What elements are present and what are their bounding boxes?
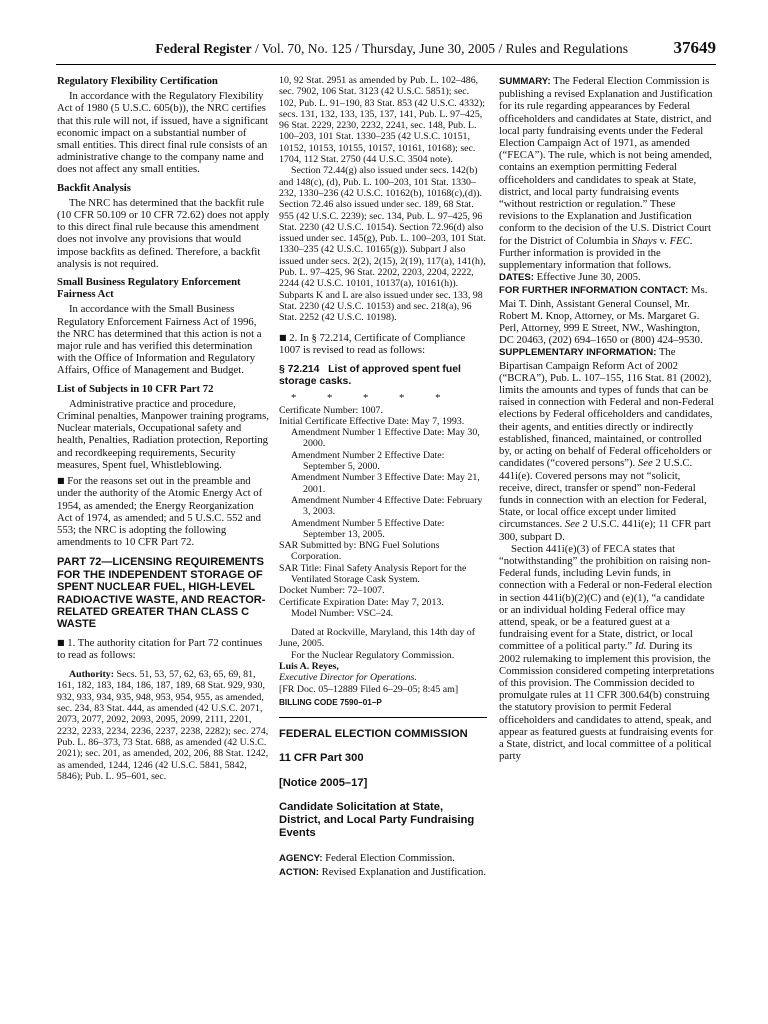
dated-line: Dated at Rockville, Maryland, this 14th day of June, 2005.: [279, 627, 476, 650]
paragraph-amendment-1: [57, 637, 270, 661]
amendment-2-text: 2. In § 72.214, Certificate of Compliance 1007 is revised to read as follows:: [279, 331, 466, 356]
action-text: Revised Explanation and Justification.: [318, 865, 487, 878]
section-441i-text-a: Section 441i(e)(3) of FECA states that “notwithstanding” the prohibition on raising non-Federal funds, including Levin funds, in connection with a Federal or non-Federal election in section 441i(b)(2)(C) and (e)(1), “a candidate or an individual holding Federal office may attend, speak, or be a featured guest at a fundraising event for a State, district, or local committee of a political party.”: [499, 542, 713, 653]
for-nrc-line: For the Nuclear Regulatory Commission.: [291, 649, 455, 661]
case-name-fec: FEC: [669, 234, 690, 247]
supplementary-text-b: 2 U.S.C. 441i(e). Covered persons may not “solicit, receive, direct, transfer or spend” non-Federal funds in connection with an election for Federal, State, or local office except under limited circumstances.: [499, 457, 707, 531]
dates-label: DATES:: [499, 272, 534, 284]
case-name-shays: Shays: [631, 234, 657, 247]
section-441i-text-b: During its 2002 rulemaking to implement this provision, the Commission considered competing interpretations of this provision. The Commission decided to promulgate rules at 11 CFR 300.64(b) construing the statutory provision to permit Federal officeholders and candidates to attend, speak, and appear as featured guests at fundraising events for a State, district, and local committee of a political party: [499, 640, 715, 763]
supplementary-text-c: 2 U.S.C. 441i(e); 11 CFR part 300, subpart D.: [499, 518, 711, 543]
summary-label: SUMMARY:: [499, 76, 551, 87]
omission-stars: * * * * *: [291, 392, 455, 405]
see-signal: See: [637, 457, 653, 470]
heading-regulatory-flexibility: Regulatory Flexibility Certification: [57, 75, 218, 87]
billing-code: BILLING CODE 7590–01–P: [279, 697, 382, 707]
supplementary-label: SUPPLEMENTARY INFORMATION:: [499, 347, 657, 359]
docket-number: Docket Number: 72–1007.: [279, 585, 385, 597]
section-divider: [279, 717, 487, 718]
summary-text: The Federal Election Commission is publishing a revised Explanation and Justification for its rule regarding appearances by Federal officeholders and candidates at State, district, and local party fundraising events under the Federal Election Campaign Act of 1971, as amended (“FECA”). The rule, which is not being amended, contains an exemption permitting Federal officeholders and candidates to speak at State, district, and local party fundraising events “without restriction or regulation.” These revisions to the Explanation and Justification conform to the decision of the U.S. District Court for the District of Columbia in: [499, 75, 713, 247]
issue-info: / Vol. 70, No. 125 / Thursday, June 30, 2005 / Rules and Regulations: [251, 41, 628, 56]
amendment-4-date: Amendment Number 4 Effective Date: February 3, 2003.: [291, 494, 483, 518]
fr-doc-line: [FR Doc. 05–12889 Filed 6–29–05; 8:45 am]: [279, 683, 459, 695]
agency-heading: FEDERAL ELECTION COMMISSION: [279, 728, 468, 741]
sar-submitted-by: SAR Submitted by: BNG Fuel Solutions Corporation.: [279, 540, 440, 563]
action-label: ACTION:: [279, 866, 319, 878]
contact-label: FOR FURTHER INFORMATION CONTACT:: [499, 285, 689, 297]
authority-label: Authority:: [69, 669, 114, 681]
expiration-date: Certificate Expiration Date: May 7, 2013.: [279, 596, 444, 608]
supplementary-text-a: The Bipartisan Campaign Reform Act of 2002 (“BCRA”), Pub. L. 107–155, 116 Stat. 81 (2002), limits the amounts and types of funds that can be raised in connection with Federal and non-Federal elections by Federal officeholders and candidates, their agents, and entities directly or indirectly established, financed, maintained, or controlled by, or acting on behalf of Federal officeholders or candidates (“covered persons”).: [499, 346, 714, 470]
authority-text: Secs. 51, 53, 57, 62, 63, 65, 69, 81, 161, 182, 183, 184, 186, 187, 189, 68 Stat. 929, 930, 932, 933, 934, 935, 948, 953, 954, 955, as amended, sec. 234, 83 Stat. 444, as amended (42 U.S.C. 2071, 2073, 2077, 2092, 2093, 2095, 2099, 2111, 2201, 2232, 2233, 2234, 2236, 2237, 2238, 2282); sec. 274, Pub. L. 86–373, 73 Stat. 688, as amended (42 U.S.C. 2021); sec. 201, as amended, 202, 206, 88 Stat. 1242, as amended, 1244, 1246 (42 U.S.C. 5841, 5842, 5846); Pub. L. 95–601, sec.: [57, 669, 269, 782]
square-bullet-icon: ■: [279, 332, 287, 342]
cfr-part-heading: 11 CFR Part 300: [279, 752, 364, 765]
sar-title: SAR Title: Final Safety Analysis Report for the Ventilated Storage Cask System.: [279, 562, 467, 585]
paragraph-reasons: [57, 475, 270, 548]
page-number: 37649: [673, 38, 716, 57]
column-1: [57, 75, 270, 782]
running-head: [155, 41, 628, 57]
document-title: Candidate Solicitation at State, District, and Local Party Fundraising Events: [279, 800, 475, 840]
journal-name: Federal Register: [155, 41, 252, 56]
dates-paragraph: [499, 271, 715, 284]
certificate-number: Certificate Number: 1007.: [279, 404, 383, 416]
amendment-3-date: Amendment Number 3 Effective Date: May 21, 2001.: [291, 472, 480, 495]
section-number: § 72.214: [279, 363, 320, 375]
agency-line: [279, 852, 487, 865]
section-441i-paragraph: [499, 543, 715, 763]
summary-paragraph: [499, 75, 715, 271]
amendment-1-text: 1. The authority citation for Part 72 continues to read as follows:: [57, 636, 263, 661]
amendment-1-date: Amendment Number 1 Effective Date: May 30, 2000.: [291, 427, 480, 450]
column-3: [499, 75, 715, 762]
signer-name: Luis A. Reyes,: [279, 661, 339, 673]
amendment-5-date: Amendment Number 5 Effective Date: September 13, 2005.: [291, 517, 445, 540]
id-signal: Id.: [634, 640, 647, 653]
part-72-heading: PART 72—LICENSING REQUIREMENTS FOR THE INDEPENDENT STORAGE OF SPENT NUCLEAR FUEL, HIGH-LEVEL RADIOACTIVE WASTE, AND REACTOR-RELATED GREATER THAN CLASS C WASTE: [57, 556, 266, 631]
column-2: [279, 75, 487, 879]
square-bullet-icon: ■: [57, 476, 65, 486]
dates-text: Effective June 30, 2005.: [534, 271, 641, 284]
action-line: [279, 866, 487, 879]
summary-end: . Further information is provided in the supplementary information that follows.: [499, 234, 693, 272]
paragraph-backfit-analysis: The NRC has determined that the backfit rule (10 CFR 50.109 or 10 CFR 72.62) does not apply to this direct final rule because this amendment does not involve any provisions that would impose backfits as defined. Therefore, a backfit analysis is not required.: [57, 196, 270, 270]
section-title: List of approved spent fuel storage casks.: [279, 363, 461, 388]
paragraph-amendment-2: [279, 332, 487, 356]
authority-sections: Section 72.44(g) also issued under secs. 142(b) and 148(c), (d), Pub. L. 100–203, 101 Stat. 1330–232, 1330–236 (42 U.S.C. 10162(b), 10168(c),(d)). Section 72.46 also issued under sec. 189, 68 Stat. 955 (42 U.S.C. 2239); sec. 134, Pub. L. 97–425, 96 Stat. 2230 (42 U.S.C. 10154). Section 72.96(d) also issued under sec. 145(g), Pub. L. 100–203, 101 Stat. 1330–235 (42 U.S.C. 10165(g)). Subpart J also issued under secs. 2(2), 2(15), 2(19), 117(a), 141(h), Pub. L. 97–425, 96 Stat. 2202, 2203, 2204, 2222, 2244 (42 U.S.C. 10101, 10137(a), 10161(h)). Subparts K and L are also issued under sec. 133, 98 Stat. 2230 (42 U.S.C. 10153) and sec. 218(a), 96 Stat. 2252 (42 U.S.C. 10198).: [279, 165, 486, 324]
contact-text: Ms. Mai T. Dinh, Assistant General Counsel, Mr. Robert M. Knop, Attorney, or Ms. Margaret G. Perl, Attorney, 999 E Street, NW., Washington, DC 20463, (202) 694–1650 or (800) 424–9530.: [499, 284, 708, 347]
agency-text: Federal Election Commission.: [322, 852, 455, 865]
model-number: Model Number: VSC–24.: [291, 607, 394, 619]
signer-title: Executive Director for Operations.: [279, 672, 417, 684]
heading-list-of-subjects: List of Subjects in 10 CFR Part 72: [57, 382, 214, 395]
notice-number: [Notice 2005–17]: [279, 776, 368, 789]
supplementary-paragraph: [499, 346, 715, 542]
agency-label: AGENCY:: [279, 853, 323, 865]
paragraph-sbrefa: In accordance with the Small Business Regulatory Enforcement Fairness Act of 1996, the NRC has determined that this action is not a major rule and has verified this determination with the Office of Information and Regulatory Affairs, Office of Management and Budget.: [57, 303, 262, 377]
authority-citation: [57, 669, 270, 782]
square-bullet-icon: ■: [57, 637, 65, 647]
case-versus: v.: [656, 234, 670, 247]
heading-backfit-analysis: Backfit Analysis: [57, 181, 131, 194]
amendment-2-date: Amendment Number 2 Effective Date: September 5, 2000.: [291, 449, 445, 473]
section-heading-72-214: [279, 364, 487, 388]
paragraph-list-of-subjects: Administrative practice and procedure, Criminal penalties, Manpower training programs, Nuclear materials, Occupational safety and health, Penalties, Radiation protection, Reporting and recordkeeping requirements, Security measures, Spent fuel, Whistleblowing.: [57, 397, 269, 471]
paragraph-regulatory-flexibility: In accordance with the Regulatory Flexibility Act of 1980 (5 U.S.C. 605(b)), the NRC certifies that this rule will not, if issued, have a significant economic impact on a substantial number of small entities. This direct final rule consists of an administrative change to the company name and does not affect any small entities.: [57, 90, 269, 176]
contact-paragraph: [499, 284, 715, 346]
initial-effective-date: Initial Certificate Effective Date: May 7, 1993.: [279, 415, 465, 427]
page-header: [56, 36, 716, 65]
see-signal: See: [564, 518, 580, 531]
authority-continued: 10, 92 Stat. 2951 as amended by Pub. L. 102–486, sec. 7902, 106 Stat. 3123 (42 U.S.C. 5851); sec. 102, Pub. L. 91–190, 83 Stat. 853 (42 U.S.C. 4332); secs. 131, 132, 133, 135, 137, 141, Pub. L. 97–425, 96 Stat. 2229, 2230, 2232, 2241, sec. 148, Pub. L. 100–203, 101 Stat. 1330–235 (42 U.S.C. 10151, 10152, 10153, 10155, 10157, 10161, 10168); sec. 1704, 112 Stat. 2750 (44 U.S.C. 3504 note).: [279, 75, 486, 166]
heading-sbrefa: Small Business Regulatory Enforcement Fairness Act: [57, 276, 241, 301]
reasons-text: For the reasons set out in the preamble and under the authority of the Atomic Energy Act of 1954, as amended; the Energy Reorganization Act of 1974, as amended; and 5 U.S.C. 552 and 553; the NRC is adopting the following amendments to 10 CFR Part 72.: [57, 475, 263, 549]
